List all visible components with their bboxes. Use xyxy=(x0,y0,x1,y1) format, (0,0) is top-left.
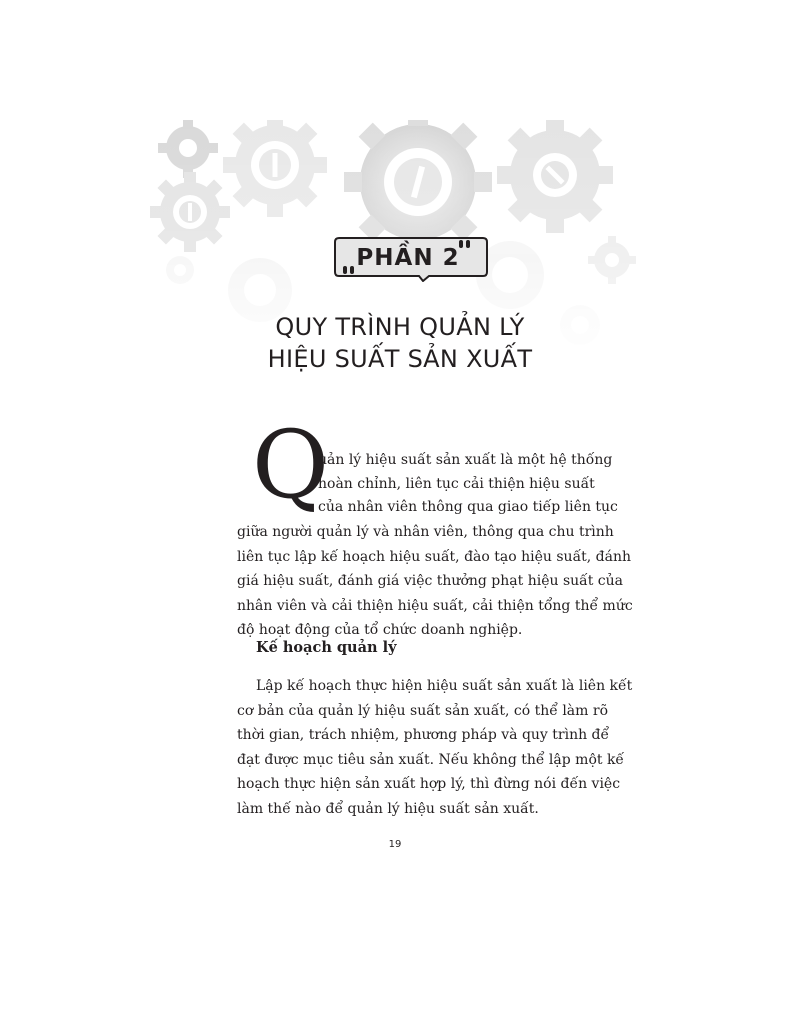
text-line: Lập kế hoạch thực hiện hiệu suất sản xuất là liên kết xyxy=(256,678,633,694)
text-line: uản lý hiệu suất sản xuất là một hệ thống xyxy=(318,452,613,468)
part-badge xyxy=(333,236,491,282)
text-line: giá hiệu suất, đánh giá việc thưởng phạt hiệu suất của xyxy=(237,573,624,590)
page-number: 19 xyxy=(388,839,402,850)
section-paragraph xyxy=(237,674,633,822)
text-line: đạt được mục tiêu sản xuất. Nếu không thể lập một kế xyxy=(237,751,625,768)
text-line: nhân viên và cải thiện hiệu suất, cải thiện tổng thể mức xyxy=(237,597,633,614)
text-line: làm thế nào để quản lý hiệu suất sản xuất. xyxy=(237,800,539,817)
part-label: PHẦN 2 xyxy=(356,245,460,271)
section-heading: Kế hoạch quản lý xyxy=(256,639,397,656)
title-line-2: HIỆU SUẤT SẢN XUẤT xyxy=(267,345,533,373)
drop-cap: Q xyxy=(252,411,330,520)
title-line-1: QUY TRÌNH QUẢN LÝ xyxy=(275,313,525,341)
text-line: độ hoạt động của tổ chức doanh nghiệp. xyxy=(237,622,523,639)
text-line: cơ bản của quản lý hiệu suất sản xuất, có thể làm rõ xyxy=(237,702,608,719)
text-line: giữa người quản lý và nhân viên, thông qua chu trình xyxy=(237,524,614,540)
intro-first-lines xyxy=(318,449,618,520)
page-title xyxy=(150,311,650,375)
text-line: hoạch thực hiện sản xuất hợp lý, thì đừng nói đến việc xyxy=(237,776,621,793)
text-line: hoàn chỉnh, liên tục cải thiện hiệu suất xyxy=(318,475,595,492)
intro-rest xyxy=(237,520,633,643)
text-line: thời gian, trách nhiệm, phương pháp và quy trình để xyxy=(237,727,610,744)
text-line: liên tục lập kế hoạch hiệu suất, đào tạo hiệu suất, đánh xyxy=(237,548,632,565)
text-line: của nhân viên thông qua giao tiếp liên tục xyxy=(318,499,618,516)
